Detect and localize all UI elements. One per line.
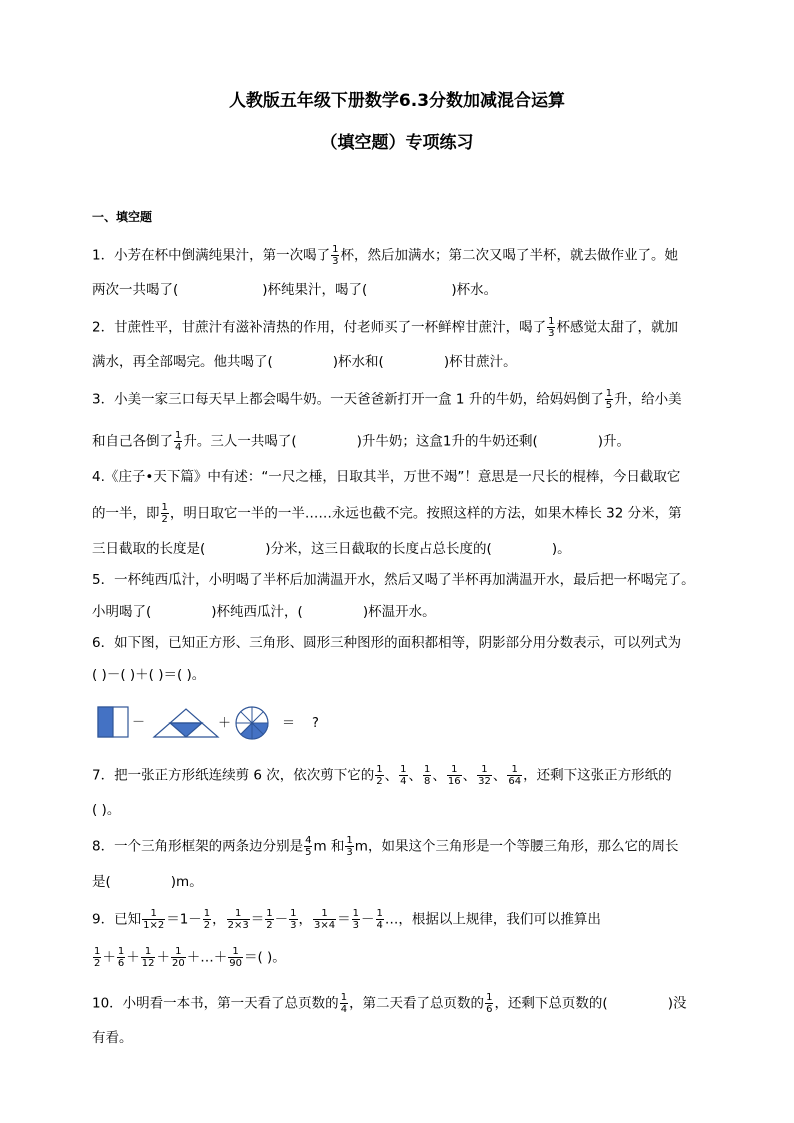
q4-line2: 的一半，即 $\frac{1}{2}$ ，明日取它一半的一半……永远也截不完。按照这样的方法，如果木棒长 32 分米，第 — [92, 502, 682, 525]
q7-line2: ( )。 — [92, 802, 121, 818]
fraction: $\frac{1}{3}$ — [346, 835, 353, 858]
q2-line2: 满水，再全部喝完。他共喝了( )杯水和( )杯甘蔗汁。 — [92, 354, 517, 370]
fraction: $\frac{1}{4}$ — [175, 430, 182, 453]
q3-line2: 和自己各倒了 $\frac{1}{4}$ 升。三人一共喝了( )升牛奶；这盒1升的牛奶还剩( )升。 — [92, 430, 631, 453]
q4-line3: 三日截取的长度是( )分米，这三日截取的长度占总长度的( )。 — [92, 541, 571, 557]
fraction: $\frac{1}{2\times 3}$ — [227, 908, 249, 931]
fraction: $\frac{1}{6}$ — [486, 992, 493, 1015]
fraction: $\frac{1}{32}$ — [478, 764, 491, 787]
fraction: $\frac{1}{8}$ — [424, 764, 431, 787]
q8-line2: 是( )m。 — [92, 874, 203, 890]
q1-line2: 两次一共喝了( )杯纯果汁，喝了( )杯水。 — [92, 282, 498, 298]
equals-sign: ＝ — [282, 716, 296, 731]
fraction: $\frac{1}{1\times 2}$ — [143, 908, 165, 931]
fraction: $\frac{1}{3}$ — [332, 244, 339, 267]
separator: 、 — [408, 767, 423, 784]
q1-line1: 1．小芳在杯中倒满纯果汁，第一次喝了 $\frac{1}{3}$ 杯，然后加满水；第二次又喝了半杯，就去做作业了。她 — [92, 244, 678, 267]
fraction: $\frac{1}{6}$ — [117, 946, 125, 969]
q9-line1: 9．已知 $\frac{1}{1\times 2}$ ＝1－ $\frac{1}{2}$ ， $\frac{1}{2\times 3}$ ＝ $\frac{1}{2}$ － $\frac{1}{3}$ ， $\frac{1}{3\times 4}$ ＝ $\frac{1}{3}$ － $\frac{1}{4}$ …，根据以上规律，我们可以推算出 — [92, 908, 601, 931]
q10-line2: 有看。 — [92, 1030, 133, 1046]
fraction: $\frac{1}{3}$ — [290, 908, 297, 931]
q5-line2: 小明喝了( )杯纯西瓜汁，( )杯温开水。 — [92, 604, 436, 620]
fraction: $\frac{1}{12}$ — [141, 946, 155, 969]
q3-line1: 3．小美一家三口每天早上都会喝牛奶。一天爸爸新打开一盒 1 升的牛奶，给妈妈倒了 $\frac{1}{5}$ 升，给小美 — [92, 388, 682, 411]
separator: 、 — [384, 767, 399, 784]
square-shaded-part — [98, 707, 113, 737]
fraction: $\frac{1}{16}$ — [447, 764, 461, 787]
fraction: $\frac{1}{64}$ — [508, 764, 522, 787]
q9-line2: $\frac{1}{2}$ ＋ $\frac{1}{6}$ ＋ $\frac{1}{12}$ ＋ $\frac{1}{20}$ ＋…＋ $\frac{1}{90}$ ＝( )。 — [94, 946, 286, 969]
page-subtitle: （填空题）专项练习 — [320, 133, 474, 153]
page-title: 人教版五年级下册数学6.3分数加减混合运算 — [228, 91, 566, 111]
fraction: $\frac{1}{90}$ — [229, 946, 242, 969]
fraction: $\frac{1}{2}$ — [376, 764, 383, 787]
fraction: $\frac{1}{2}$ — [266, 908, 273, 931]
q7-line1: 7．把一张正方形纸连续剪 6 次，依次剪下它的 $\frac{1}{2}$ 、 $\frac{1}{4}$ 、 $\frac{1}{8}$ 、 $\frac{1}{16}$ 、 $\frac{1}{32}$ 、 $\frac{1}{64}$ ，还剩下这张正方形纸的 — [92, 764, 672, 787]
fraction-list — [374, 764, 523, 787]
q10-line1: 10．小明看一本书，第一天看了总页数的 $\frac{1}{4}$ ，第二天看了总页数的 $\frac{1}{6}$ ，还剩下总页数的( )没 — [92, 992, 687, 1015]
q5-line1: 5．一杯纯西瓜汁，小明喝了半杯后加满温开水，然后又喝了半杯再加满温开水，最后把一杯喝完了。 — [92, 572, 695, 588]
fraction: $\frac{1}{2}$ — [94, 946, 101, 969]
fraction: $\frac{1}{3\times 4}$ — [314, 908, 336, 931]
minus-sign: － — [132, 715, 146, 730]
fraction: $\frac{4}{5}$ — [305, 835, 312, 858]
separator: 、 — [462, 767, 477, 784]
fraction: $\frac{1}{5}$ — [605, 388, 613, 411]
question-mark: ? — [312, 716, 319, 731]
separator: 、 — [432, 767, 446, 784]
q6-figure — [96, 704, 336, 742]
fraction: $\frac{1}{3}$ — [548, 316, 555, 339]
fraction: $\frac{1}{20}$ — [171, 946, 185, 969]
fraction: $\frac{1}{4}$ — [340, 992, 348, 1015]
fraction: $\frac{1}{4}$ — [400, 764, 407, 787]
q4-line1: 4.《庄子•天下篇》中有述：“一尺之棰，日取其半，万世不竭”！意思是一尺长的棍棒，今日截取它 — [92, 469, 681, 485]
fraction: $\frac{1}{3}$ — [352, 908, 360, 931]
q2-line1: 2．甘蔗性平，甘蔗汁有滋补清热的作用，付老师买了一杯鲜榨甘蔗汁，喝了 $\frac{1}{3}$ 杯感觉太甜了，就加 — [92, 316, 678, 339]
section-heading: 一、填空题 — [92, 210, 153, 224]
q6-line2: ( )－( )＋( )＝( )。 — [92, 667, 206, 683]
fraction: $\frac{1}{4}$ — [376, 908, 383, 931]
separator: 、 — [492, 767, 507, 784]
shapes-diagram — [96, 704, 336, 742]
q8-line1: 8．一个三角形框架的两条边分别是 $\frac{4}{5}$ m 和 $\frac{1}{3}$ m，如果这个三角形是一个等腰三角形，那么它的周长 — [92, 835, 679, 858]
fraction: $\frac{1}{2}$ — [161, 502, 168, 525]
q6-line1: 6．如下图，已知正方形、三角形、圆形三种图形的面积都相等，阴影部分用分数表示，可以列式为 — [92, 635, 682, 651]
fraction: $\frac{1}{2}$ — [203, 908, 211, 931]
plus-sign: ＋ — [218, 716, 232, 731]
